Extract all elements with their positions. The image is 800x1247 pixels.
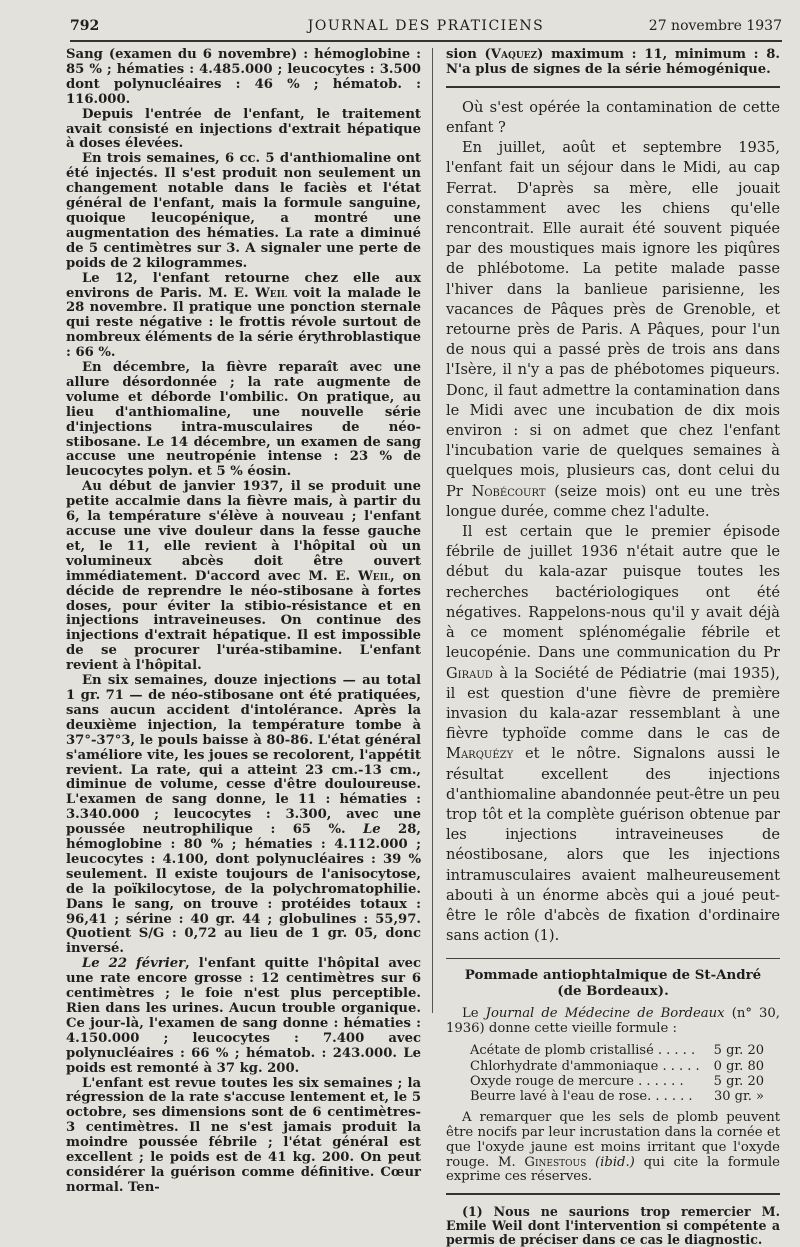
left-column (66, 48, 421, 1196)
author-name: Nobécourt (471, 482, 546, 500)
journal-citation: Journal de Médecine de Bordeaux (485, 1006, 725, 1022)
right-column (446, 48, 780, 1247)
paragraph-remark: A remarquer que les sels de plomb peuvent être nocifs par leur incrustation dans la cornée et que l'oxyde jaune est moins irritant que l'oxyde rouge. M. Ginestous (ibid.) qui cite la formule exprime ces réserves. (446, 1109, 780, 1185)
footnote-rule (446, 1193, 780, 1195)
paragraph-blood-exam: Sang (examen du 6 novembre) : hémoglobine : 85 % ; hématies : 4.485.000 ; leucocytes : 3.500 dont polynucléaires : 46 % ; hématob. : 116.000. (66, 47, 421, 107)
paragraph-first-episode: Il est certain que le premier épisode fébrile de juillet 1936 n'était autre que le début du kala-azar puisque toutes les recherches bactériologiques ont été négatives. Rappelons-nous qu'il y avait déjà à ce moment splénomégalie fébrile et leucopénie. Dans une communication du Pr Giraud à la Société de Pédiatrie (mai 1935), il est question d'une fièvre de première invasion du kala-azar ressemblant à une fièvre typhoïde comme dans le cas de Marquézy et le nôtre. Signalons aussi le résultat excellent des injections d'anthiomaline abandonnée peut-être un peu trop tôt et la complète guérison obtenue par les injections intraveineuses de néostibosane, alors que les injections intramusculaires avaient malheureusement abouti à un énorme abcès qui a joué peut-être le rôle d'abcès de fixation d'ordinaire sans action (1). (446, 523, 780, 945)
issue-date: 27 novembre 1937 (648, 18, 782, 34)
header-rule (70, 40, 782, 42)
section-rule (446, 958, 780, 959)
paragraph-contamination-question: Où s'est opérée la contamination de cette enfant ? (446, 98, 780, 137)
paragraph-december: En décembre, la fièvre reparaît avec une allure désordonnée ; la rate augmente de volume et déborde l'ombilic. On pratique, au lieu d'anthiomaline, une nouvelle série d'injections intra-musculaires de néo-stibosane. Le 14 décembre, un examen de sang accuse une neutropénie intense : 23 % de leucocytes polyn. et 5 % éosin. (66, 360, 421, 480)
paragraph-follow-up: L'enfant est revue toutes les six semaines ; la régression de la rate s'accuse lentement et, le 5 octobre, ses dimensions sont de 6 centimètres-3 centimètres. Il ne s'est jamais produit la moindre poussée fébrile ; l'état général est excellent ; le poids est de 41 kg. 200. On peut considérer la guérison comme définitive. Cœur normal. Ten- (66, 1075, 421, 1195)
paragraph-three-weeks: En trois semaines, 6 cc. 5 d'anthiomaline ont été injectés. Il s'est produit non seulement un changement notable dans le faciès et l'état général de l'enfant, mais la formule sanguine, quoique leucopénique, a montré une augmentation des hématies. La rate a diminué de 5 centimètres sur 3. A signaler une perte de poids de 2 kilogrammes. (66, 151, 421, 271)
paragraph-formula-intro: Le Journal de Médecine de Bordeaux (n° 30, 1936) donne cette vieille formule : (446, 1006, 780, 1037)
journal-title: JOURNAL DES PRATICIENS (307, 18, 545, 34)
section-title: Pommade antiophtalmique de St-André (de Bordeaux). (464, 967, 762, 1000)
footnote: (1) Nous ne saurions trop remercier M. Emile Weil dont l'intervention si compétente a permis de préciser dans ce cas le diagnostic. (446, 1204, 780, 1247)
section-rule (446, 86, 780, 88)
formula-table (446, 1043, 780, 1105)
paragraph-tension: sion (Vaquez) maximum : 11, minimum : 8. N'a plus de signes de la série hémogénique. (446, 47, 781, 77)
paragraph-six-weeks: En six semaines, douze injections — au total 1 gr. 71 — de néo-stibosane ont été pratiquées, sans aucun accident d'intolérance. Après la deuxième injection, la température tombe à 37°-37°3, le pouls baisse à 80-86. L'état général s'améliore vite, les joues se recolorent, l'appétit revient. La rate, qui a atteint 23 cm.-13 cm., diminue de volume, cesse d'être douloureuse. L'examen de sang donne, le 11 : hématies : 3.340.000 ; leucocytes : 3.300, avec une poussée neutrophilique : 65 %. Le 28, hémoglobine : 80 % ; hématies : 4.112.000 ; leucocytes : 4.100, dont polynucléaires : 39 % seulement. Il existe toujours de l'anisocytose, de la poïkilocytose, de la polychromatophilie. Dans le sang, on trouve : protéides totaux : 96,41 ; sérine : 40 gr. 44 ; globulines : 55,97. Quotient S/G : 0,72 au lieu de 1 gr. 05, donc inversé. (66, 673, 421, 957)
author-name: Marquézy (446, 745, 514, 763)
author-name: Giraud (446, 664, 493, 682)
formula-row: Acétate de plomb cristallisé . . . . . 5 gr. 20 (470, 1043, 764, 1059)
formula-row: Chlorhydrate d'ammoniaque . . . . . 0 gr. 80 (470, 1058, 764, 1074)
paragraph-february: Le 22 février, l'enfant quitte l'hôpital avec une rate encore grosse : 12 centimètres sur 6 centimètres ; le foie n'est plus perceptible. Rien dans les urines. Aucun trouble organique. Ce jour-là, l'examen de sang donne : hématies : 4.150.000 ; leucocytes : 7.400 avec polynucléaires : 66 % ; hématob. : 243.000. Le poids est remonté à 37 kg. 200. (66, 956, 421, 1076)
column-divider (432, 48, 433, 1013)
page-header (70, 18, 782, 40)
page-number: 792 (70, 18, 100, 34)
paragraph-treatment: Depuis l'entrée de l'enfant, le traitement avait consisté en injections d'extrait hépatique à doses élevées. (66, 106, 421, 152)
paragraph-january: Au début de janvier 1937, il se produit une petite accalmie dans la fièvre mais, à partir du 6, la température s'élève à nouveau ; l'enfant accuse une vive douleur dans la fesse gauche et, le 11, elle revient à l'hôpital où un volumineux abcès doit être ouvert immédiatement. D'accord avec M. E. Weil, on décide de reprendre le néo-stibosane à fortes doses, pour éviter la stibio-résistance et en injections intraveineuses. On continue des injections d'extrait hépatique. Il est impossible de se procurer l'uréa-stibamine. L'enfant revient à l'hôpital. (66, 479, 421, 674)
author-name: Weil (357, 568, 391, 584)
formula-row: Oxyde rouge de mercure . . . . . . 5 gr. 20 (470, 1073, 764, 1089)
paragraph-contamination: En juillet, août et septembre 1935, l'enfant fait un séjour dans le Midi, au cap Ferrat. D'après sa mère, elle jouait constamment avec les chiens qu'elle rencontrait. Elle aurait été souvent piquée par des moustiques mais ignore les piqûres de phlébotome. La petite malade passe l'hiver dans la banlieue parisienne, les vacances de Pâques près de Grenoble, et retourne près de Paris. A Pâques, pour l'un de nous qui a passé près de trois ans dans l'Isère, il n'y a pas de phébotomes piqueurs. Donc, il faut admettre la contamination dans le Midi avec une incubation de dix mois environ : si on admet que chez l'enfant l'incubation varie de quelques semaines à quelques mois, plusieurs cas, dont celui du Pr Nobécourt (seize mois) ont eu une très longue durée, comme chez l'adulte. (446, 139, 781, 520)
author-name: Vaquez (490, 47, 538, 62)
author-name: Ginestous (524, 1154, 587, 1170)
quotient-fraction: S/G (138, 926, 165, 942)
paragraph-return-home: Le 12, l'enfant retourne chez elle aux environs de Paris. M. E. Weil voit la malade le 28 novembre. Il pratique une ponction sternale qui reste négative : le frottis révole surtout de nombreux éléments de la série érythroblastique : 66 %. (66, 270, 421, 361)
author-name: Weil (254, 285, 288, 301)
formula-row: Beurre lavé à l'eau de rose. . . . . . 30 gr. » (470, 1089, 764, 1105)
